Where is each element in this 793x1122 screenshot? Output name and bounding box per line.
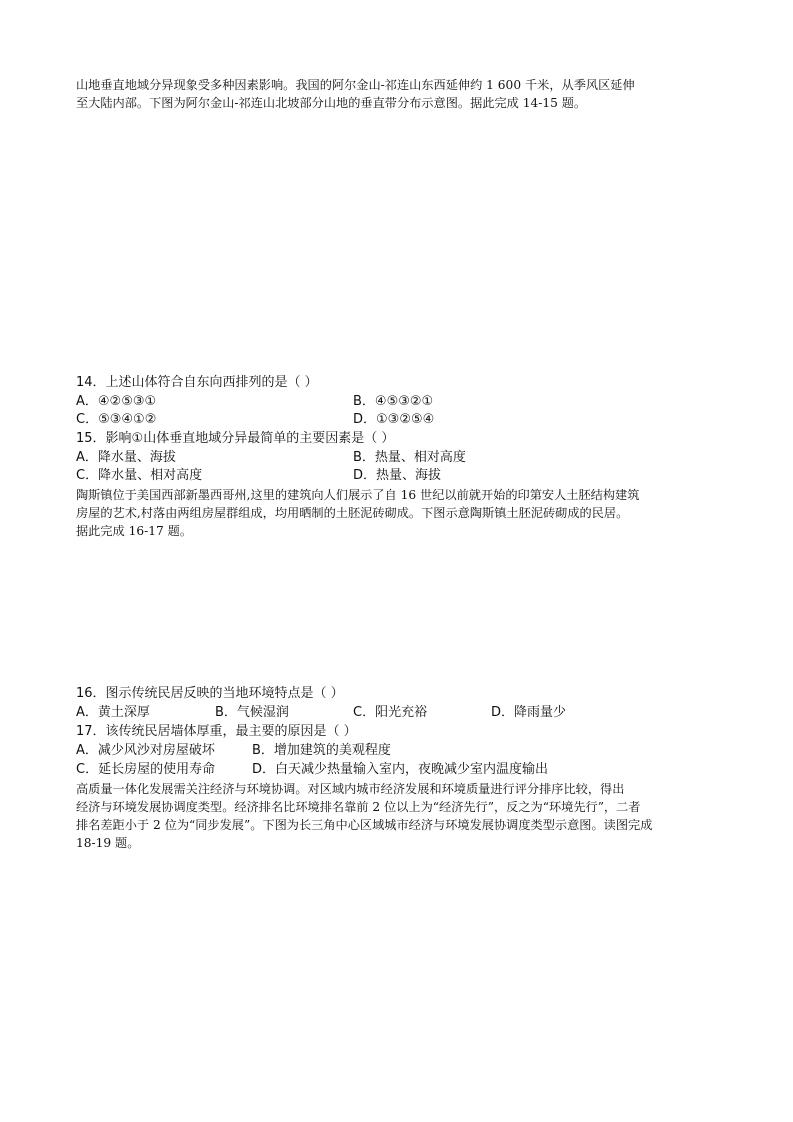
- q15-option-d[interactable]: D．热量、海拔: [353, 468, 442, 483]
- q16-option-a[interactable]: A．黄土深厚: [76, 705, 150, 720]
- q17-option-b[interactable]: B．增加建筑的美观程度: [252, 743, 391, 758]
- q14-option-a[interactable]: A．④②⑤③①: [76, 394, 157, 409]
- q16-option-d[interactable]: D．降雨量少: [491, 705, 567, 720]
- q17-stem: 17．该传统民居墙体厚重，最主要的原因是（ ）: [76, 724, 357, 739]
- passage-1-line-2: 至大陆内部。下图为阿尔金山-祁连山北坡部分山地的垂直带分布示意图。据此完成 14-15 题。: [76, 96, 587, 110]
- figure-adobe-dwelling: [76, 542, 716, 682]
- q17-option-c[interactable]: C．延长房屋的使用寿命: [76, 762, 216, 777]
- q14-stem: 14．上述山体符合自东向西排列的是（ ）: [76, 375, 318, 390]
- q15-option-c[interactable]: C．降水量、相对高度: [76, 468, 203, 483]
- passage-3-line-2: 经济与环境发展协调度类型。经济排名比环境排名靠前 2 位以上为“经济先行”，反之为“环境先行”，二者: [76, 800, 641, 814]
- q14-option-c[interactable]: C．⑤③④①②: [76, 412, 157, 427]
- q14-option-d[interactable]: D．①③②⑤④: [353, 412, 435, 427]
- q15-stem: 15．影响①山体垂直地域分异最简单的主要因素是（ ）: [76, 431, 395, 446]
- q16-option-b[interactable]: B．气候湿润: [215, 705, 289, 720]
- passage-3-line-1: 高质量一体化发展需关注经济与环境协调。对区域内城市经济发展和环境质量进行评分排序比较，得出: [76, 782, 625, 796]
- passage-3-line-3: 排名差距小于 2 位为“同步发展”。下图为长三角中心区域城市经济与环境发展协调度类型示意图。读图完成: [76, 818, 653, 832]
- q17-option-d[interactable]: D．白天减少热量输入室内，夜晚减少室内温度输出: [252, 762, 549, 777]
- passage-2-line-3: 据此完成 16-17 题。: [76, 524, 193, 538]
- passage-1-line-1: 山地垂直地域分异现象受多种因素影响。我国的阿尔金山-祁连山东西延伸约 1 600 千米，从季风区延伸: [76, 78, 635, 92]
- figure-yangtze-delta-map: [76, 856, 716, 1096]
- passage-3-line-4: 18-19 题。: [76, 836, 140, 850]
- figure-vertical-zonation: [76, 116, 716, 370]
- q16-option-c[interactable]: C．阳光充裕: [353, 705, 428, 720]
- passage-2-line-2: 房屋的艺术,村落由两组房屋群组成，均用晒制的土胚泥砖砌成。下图示意陶斯镇土胚泥砖砌成的民居。: [76, 506, 629, 520]
- q15-option-a[interactable]: A．降水量、海拔: [76, 450, 176, 465]
- passage-2-line-1: 陶斯镇位于美国西部新墨西哥州,这里的建筑向人们展示了自 16 世纪以前就开始的印第安人土胚结构建筑: [76, 488, 640, 502]
- q17-option-a[interactable]: A．减少风沙对房屋破坏: [76, 743, 215, 758]
- q15-option-b[interactable]: B．热量、相对高度: [353, 450, 466, 465]
- q16-stem: 16．图示传统民居反映的当地环境特点是（ ）: [76, 686, 344, 701]
- q14-option-b[interactable]: B．④⑤③②①: [353, 394, 434, 409]
